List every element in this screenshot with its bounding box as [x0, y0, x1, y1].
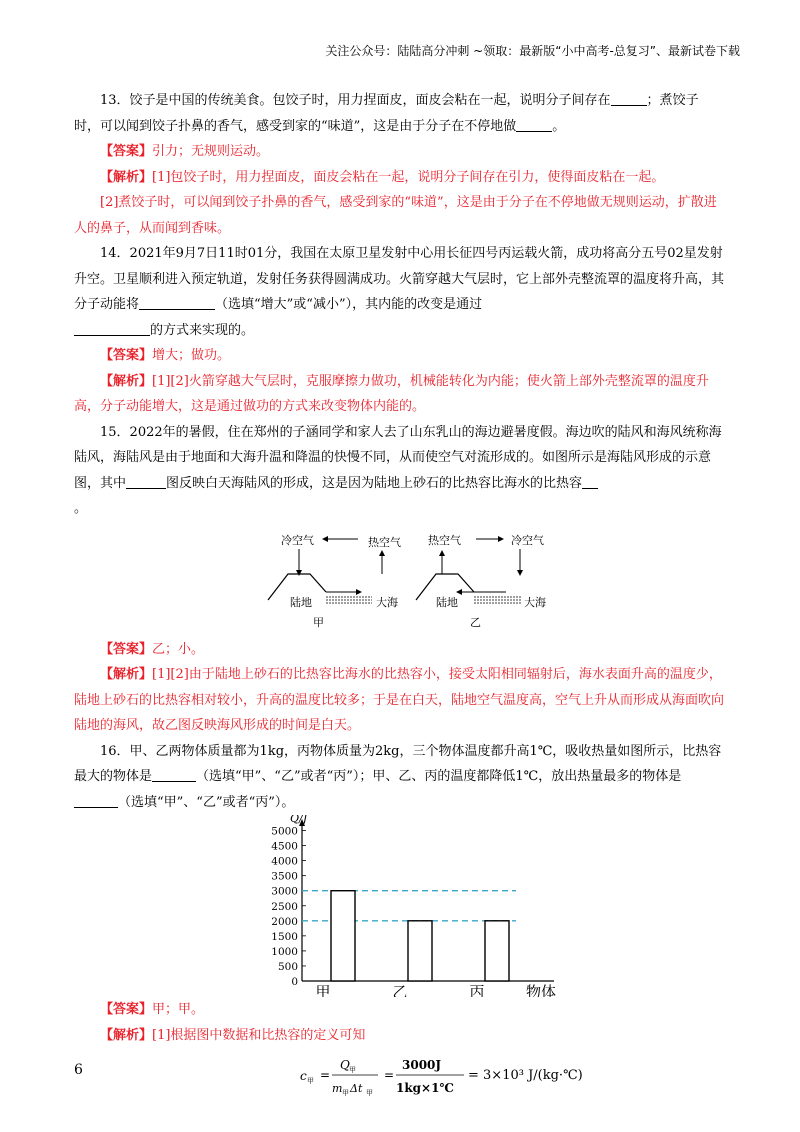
q15-text: 15．2022年的暑假，住在郑州的子涵同学和家人去了山东乳山的海边避暑度假。海边吹的陆风和海风统称海陆风，海陆风是由于地面和大海升温和降温的快慢不同，从而使空气对流形成的。如图所示是海陆风形成的示意图，其中 图反映白天海陆风的形成，这是因为陆地上砂石的比热容比海水的比热容 。 — [74, 424, 722, 516]
diagram-yi — [416, 533, 546, 629]
arrowhead — [456, 589, 462, 595]
arrowhead — [379, 550, 385, 556]
answer-blank[interactable] — [582, 474, 598, 489]
formula-svg — [74, 1048, 724, 1104]
land-label: 陆地 — [290, 595, 312, 609]
q15-answer: 【答案】乙；小。 — [100, 641, 205, 657]
q16-answer: 【答案】甲；甲。 — [100, 1002, 205, 1017]
answer-blank[interactable] — [611, 91, 647, 106]
q13-analysis-2: [2]煮饺子时，可以闻到饺子扑鼻的香气，感受到家的“味道”，这是由于分子在不停地做无规则运动，扩散进人的鼻子，从而闻到香味。 — [74, 195, 717, 236]
page-number: 6 — [74, 1062, 83, 1078]
arrowhead — [356, 589, 362, 595]
y-tick-label: 3500 — [271, 870, 298, 883]
y-tick-label: 3000 — [271, 885, 298, 898]
svg-text:甲: 甲 — [366, 1089, 373, 1097]
specific-heat-formula — [74, 1048, 724, 1104]
cold-air-label: 冷空气 — [281, 533, 314, 547]
answer-blank[interactable] — [126, 474, 166, 489]
heat-bar-chart-figure — [74, 815, 724, 997]
hot-air-label: 热空气 — [368, 535, 401, 549]
hot-air-label: 热空气 — [428, 533, 461, 547]
arrowhead — [517, 570, 523, 576]
q13-answer: 【答案】引力；无规则运动。 — [100, 144, 270, 159]
page-header: 关注公众号：陆陆高分冲刺 ~领取：最新版“小中高考-总复习”、最新试卷下载 — [325, 44, 740, 58]
svg-text:甲: 甲 — [349, 1066, 356, 1074]
svg-text:= 3×10³ J/(kg·℃): = 3×10³ J/(kg·℃) — [468, 1068, 583, 1083]
sea-label: 大海 — [524, 595, 546, 609]
x-category-label: 甲 — [315, 983, 331, 997]
svg-text:c: c — [300, 1069, 307, 1083]
svg-text:1kg×1℃: 1kg×1℃ — [396, 1081, 454, 1095]
y-tick-label: 2500 — [271, 900, 298, 913]
answer-blank[interactable] — [139, 295, 215, 310]
q14-text: 14．2021年9月7日11时01分，我国在太原卫星发射中心用长征四号丙运载火箭，成功将高分五号02星发射升空。卫星顺利进入预定轨道，发射任务获得圆满成功。火箭穿越大气层时，它上部外壳整流罩的温度将升高，其分子动能将 （选填“增大”或“减小”），其内能的改变是通过 的方式来实现的。 — [74, 246, 725, 338]
y-tick-label: 0 — [291, 976, 298, 988]
q13-analysis: 【解析】[1]包饺子时，用力捏面皮，面皮会粘在一起，说明分子间存在引力，使得面皮粘在一起。 — [100, 169, 665, 185]
y-tick-label: 5000 — [271, 825, 298, 838]
svg-text:m: m — [332, 1082, 343, 1095]
bar-2 — [408, 921, 432, 981]
answer-blank[interactable] — [516, 117, 552, 132]
bar-3 — [485, 921, 509, 981]
q13-text: 13．饺子是中国的传统美食。包饺子时，用力捏面皮，面皮会粘在一起，说明分子间存在 ；煮饺子时，可以闻到饺子扑鼻的香气，感受到家的“味道”，这是由于分子在不停地做 。 — [74, 93, 699, 134]
x-category-label: 乙 — [392, 983, 408, 997]
diagram-jia — [268, 533, 401, 629]
arrowhead — [498, 536, 504, 542]
q14-answer: 【答案】增大；做功。 — [100, 348, 231, 363]
y-axis-label: Q/J — [290, 815, 308, 825]
bar-1 — [331, 891, 355, 981]
y-tick-label: 4500 — [271, 840, 298, 853]
q14-analysis: 【解析】[1][2]火箭穿越大气层时，克服摩擦力做功，机械能转化为内能；使火箭上部外壳整流罩的温度升高，分子动能增大，这是通过做功的方式来改变物体内能的。 — [74, 373, 709, 414]
svg-text:=: = — [320, 1068, 331, 1082]
svg-text:甲: 甲 — [307, 1077, 314, 1085]
q16-text: 16．甲、乙两物体质量都为1kg，丙物体质量为2kg，三个物体温度都升高1℃，吸收热量如图所示，比热容最大的物体是 （选填“甲”、“乙”或者“丙”）；甲、乙、丙的温度都降低1℃，放出热量最多的物体是（选填“甲”、“乙”或者“丙”）。 — [74, 743, 722, 810]
y-tick-label: 1000 — [271, 945, 298, 958]
caption-jia: 甲 — [313, 615, 324, 629]
cold-air-label: 冷空气 — [511, 533, 544, 547]
x-axis-label: 物体 — [526, 983, 557, 997]
arrowhead — [296, 570, 302, 576]
page-content — [74, 88, 724, 1104]
x-category-label: 丙 — [469, 983, 485, 997]
y-tick-label: 1500 — [271, 930, 298, 943]
answer-blank[interactable] — [152, 767, 196, 782]
heat-bar-chart — [74, 815, 724, 997]
svg-text:甲: 甲 — [342, 1089, 349, 1097]
sea-land-breeze-figure — [74, 528, 724, 633]
svg-text:3000J: 3000J — [402, 1058, 442, 1072]
y-tick-label: 2000 — [271, 915, 298, 928]
arrowhead — [322, 536, 328, 542]
q16-analysis: 【解析】[1]根据图中数据和比热容的定义可知 — [100, 1027, 366, 1043]
q15-analysis: 【解析】[1][2]由于陆地上砂石的比热容比海水的比热容小，接受太阳相同辐射后，海水表面升高的温度少，陆地上砂石的比热容相对较小，升高的温度比较多；于是在白天，陆地空气温度高，空气上升从而形成从海面吹向陆地的海风，故乙图反映海风形成的时间是白天。 — [74, 667, 725, 733]
arrowhead — [439, 550, 445, 556]
y-tick-label: 4000 — [271, 855, 298, 868]
sea-land-breeze-diagram — [74, 528, 724, 633]
land-label: 陆地 — [436, 595, 458, 609]
svg-text:Δt: Δt — [350, 1082, 363, 1095]
answer-blank[interactable] — [74, 321, 150, 336]
y-tick-label: 500 — [277, 960, 298, 973]
caption-yi: 乙 — [470, 615, 481, 629]
sea-label: 大海 — [376, 595, 398, 609]
answer-blank[interactable] — [74, 793, 118, 808]
svg-text:=: = — [384, 1068, 395, 1082]
svg-text:Q: Q — [340, 1058, 350, 1072]
